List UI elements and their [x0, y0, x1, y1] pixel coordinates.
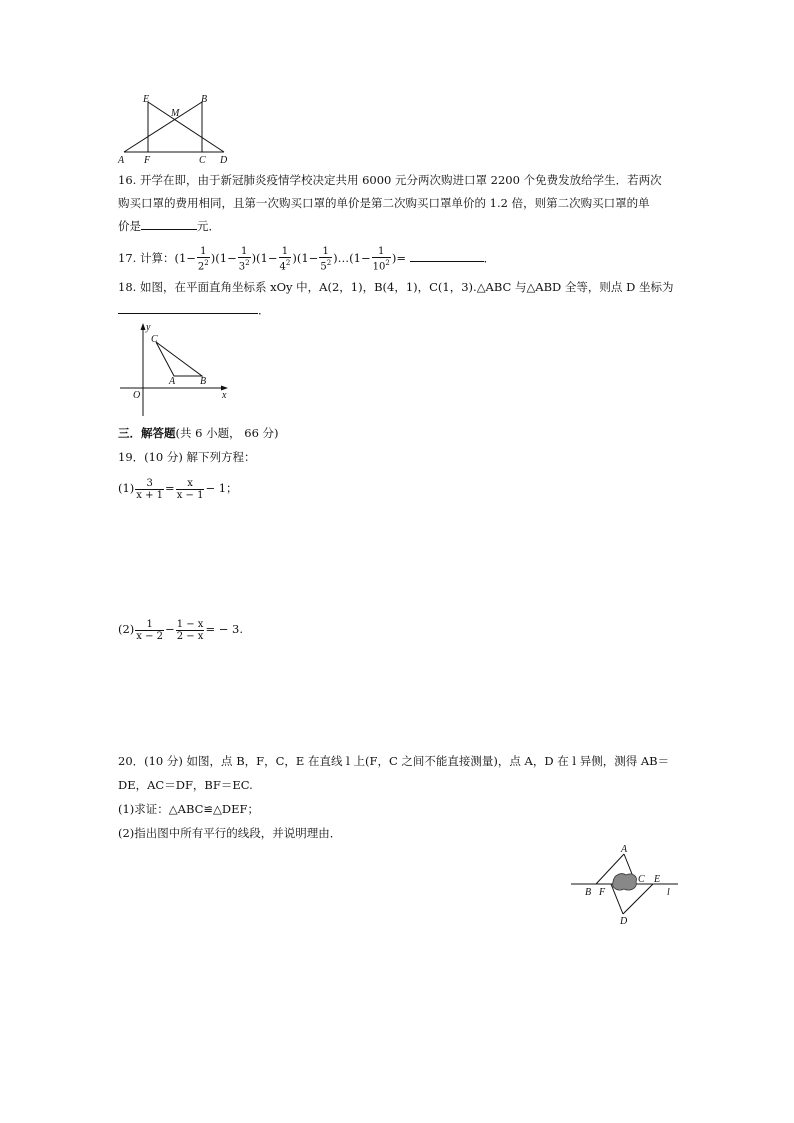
q17-label: 17. 计算： [118, 251, 175, 265]
point-F-label: F [599, 887, 606, 898]
q20-part1: (1)求证：△ABC≌△DEF； [118, 802, 259, 816]
point-A-label: A [169, 376, 176, 387]
axis-y-label: y [146, 322, 151, 333]
point-E-label: E [654, 874, 661, 885]
axis-x-label: x [222, 390, 227, 401]
point-B-label: B [200, 376, 207, 387]
q17-frac-4: $\frac{1}{5^2}$ [320, 245, 332, 273]
origin-label: O [133, 390, 141, 401]
figure-triangles-efbd [112, 90, 242, 168]
line-l-label: l [667, 887, 670, 898]
q20-line2: DE，AC＝DF，BF＝EC. [118, 778, 253, 792]
q17-answer-blank [410, 260, 484, 262]
q19-p2-frac-1: $\frac{1}{x - 2}$ [136, 618, 164, 642]
section-3-title: 三．解答题 [118, 426, 176, 440]
label-F: F [144, 155, 151, 166]
q17-frac-2: $\frac{1}{3^2}$ [238, 245, 250, 273]
point-D-label: D [620, 916, 628, 926]
point-A-label: A [621, 844, 628, 855]
q16-line1: 16. 开学在即，由于新冠肺炎疫情学校决定共用 6000 元分两次购进口罩 2200 个免费发放给学生．若两次 [118, 173, 662, 187]
q19-part2: (2) $\frac{1}{x - 2}$ − $\frac{1 - x}{2 - x}$ = − 3. [118, 618, 243, 642]
q16-line3 [118, 218, 220, 234]
q19-p1-frac-2: $\frac{x}{x - 1}$ [176, 477, 204, 501]
q17-line: 17. 计算：(1− $\frac{1}{2^2}$ )(1− $\frac{1}{3^2}$ )(1− $\frac{1}{4^2}$ )(1− $\frac{1}{5^2}$ )…(1− $\frac{1}{10^2}$ )= ． [118, 245, 496, 273]
label-A: A [118, 155, 125, 166]
q19-p1-frac-1: $\frac{3}{x + 1}$ [136, 477, 164, 501]
q16-text-b: 元． [197, 219, 220, 233]
point-C-label: C [638, 874, 645, 885]
q16-text-a: 价是 [118, 219, 141, 233]
label-B: B [201, 94, 208, 105]
figure-coordinate-plane [116, 320, 236, 420]
q18-line1: 18. 如图，在平面直角坐标系 xOy 中，A(2，1)，B(4，1)，C(1，3).△ABC 与△ABD 全等，则点 D 坐标为 [118, 280, 674, 294]
label-D: D [220, 155, 228, 166]
q16-answer-blank [141, 228, 197, 230]
q18-answer-blank [118, 312, 258, 314]
q17-frac-5: $\frac{1}{10^2}$ [372, 245, 390, 273]
q19-title: 19．(10 分) 解下列方程： [118, 450, 256, 464]
section-3-note: (共 6 小题， 66 分) [175, 426, 279, 440]
q20-line1: 20．(10 分) 如图，点 B，F，C，E 在直线 l 上(F，C 之间不能直接测量)，点 A，D 在 l 异侧，测得 AB＝ [118, 754, 670, 768]
q17-frac-3: $\frac{1}{4^2}$ [279, 245, 291, 273]
point-B-label: B [585, 887, 592, 898]
q19-part1: (1) $\frac{3}{x + 1}$ = $\frac{x}{x - 1}$ − 1； [118, 477, 238, 501]
figure-line-l-triangles [566, 840, 686, 926]
label-E: E [143, 94, 150, 105]
section-3-heading [118, 425, 279, 441]
q16-line2: 购买口罩的费用相同，且第一次购买口罩的单价是第二次购买口罩单价的 1.2 倍，则第二次购买口罩的单 [118, 196, 650, 210]
q17-frac-1: $\frac{1}{2^2}$ [197, 245, 209, 273]
label-C: C [199, 155, 206, 166]
point-C-label: C [151, 334, 158, 345]
label-M: M [171, 108, 180, 119]
q19-p2-frac-2: $\frac{1 - x}{2 - x}$ [176, 618, 204, 642]
q20-part2: (2)指出图中所有平行的线段，并说明理由． [118, 826, 342, 840]
q18-line2: ． [118, 302, 270, 318]
